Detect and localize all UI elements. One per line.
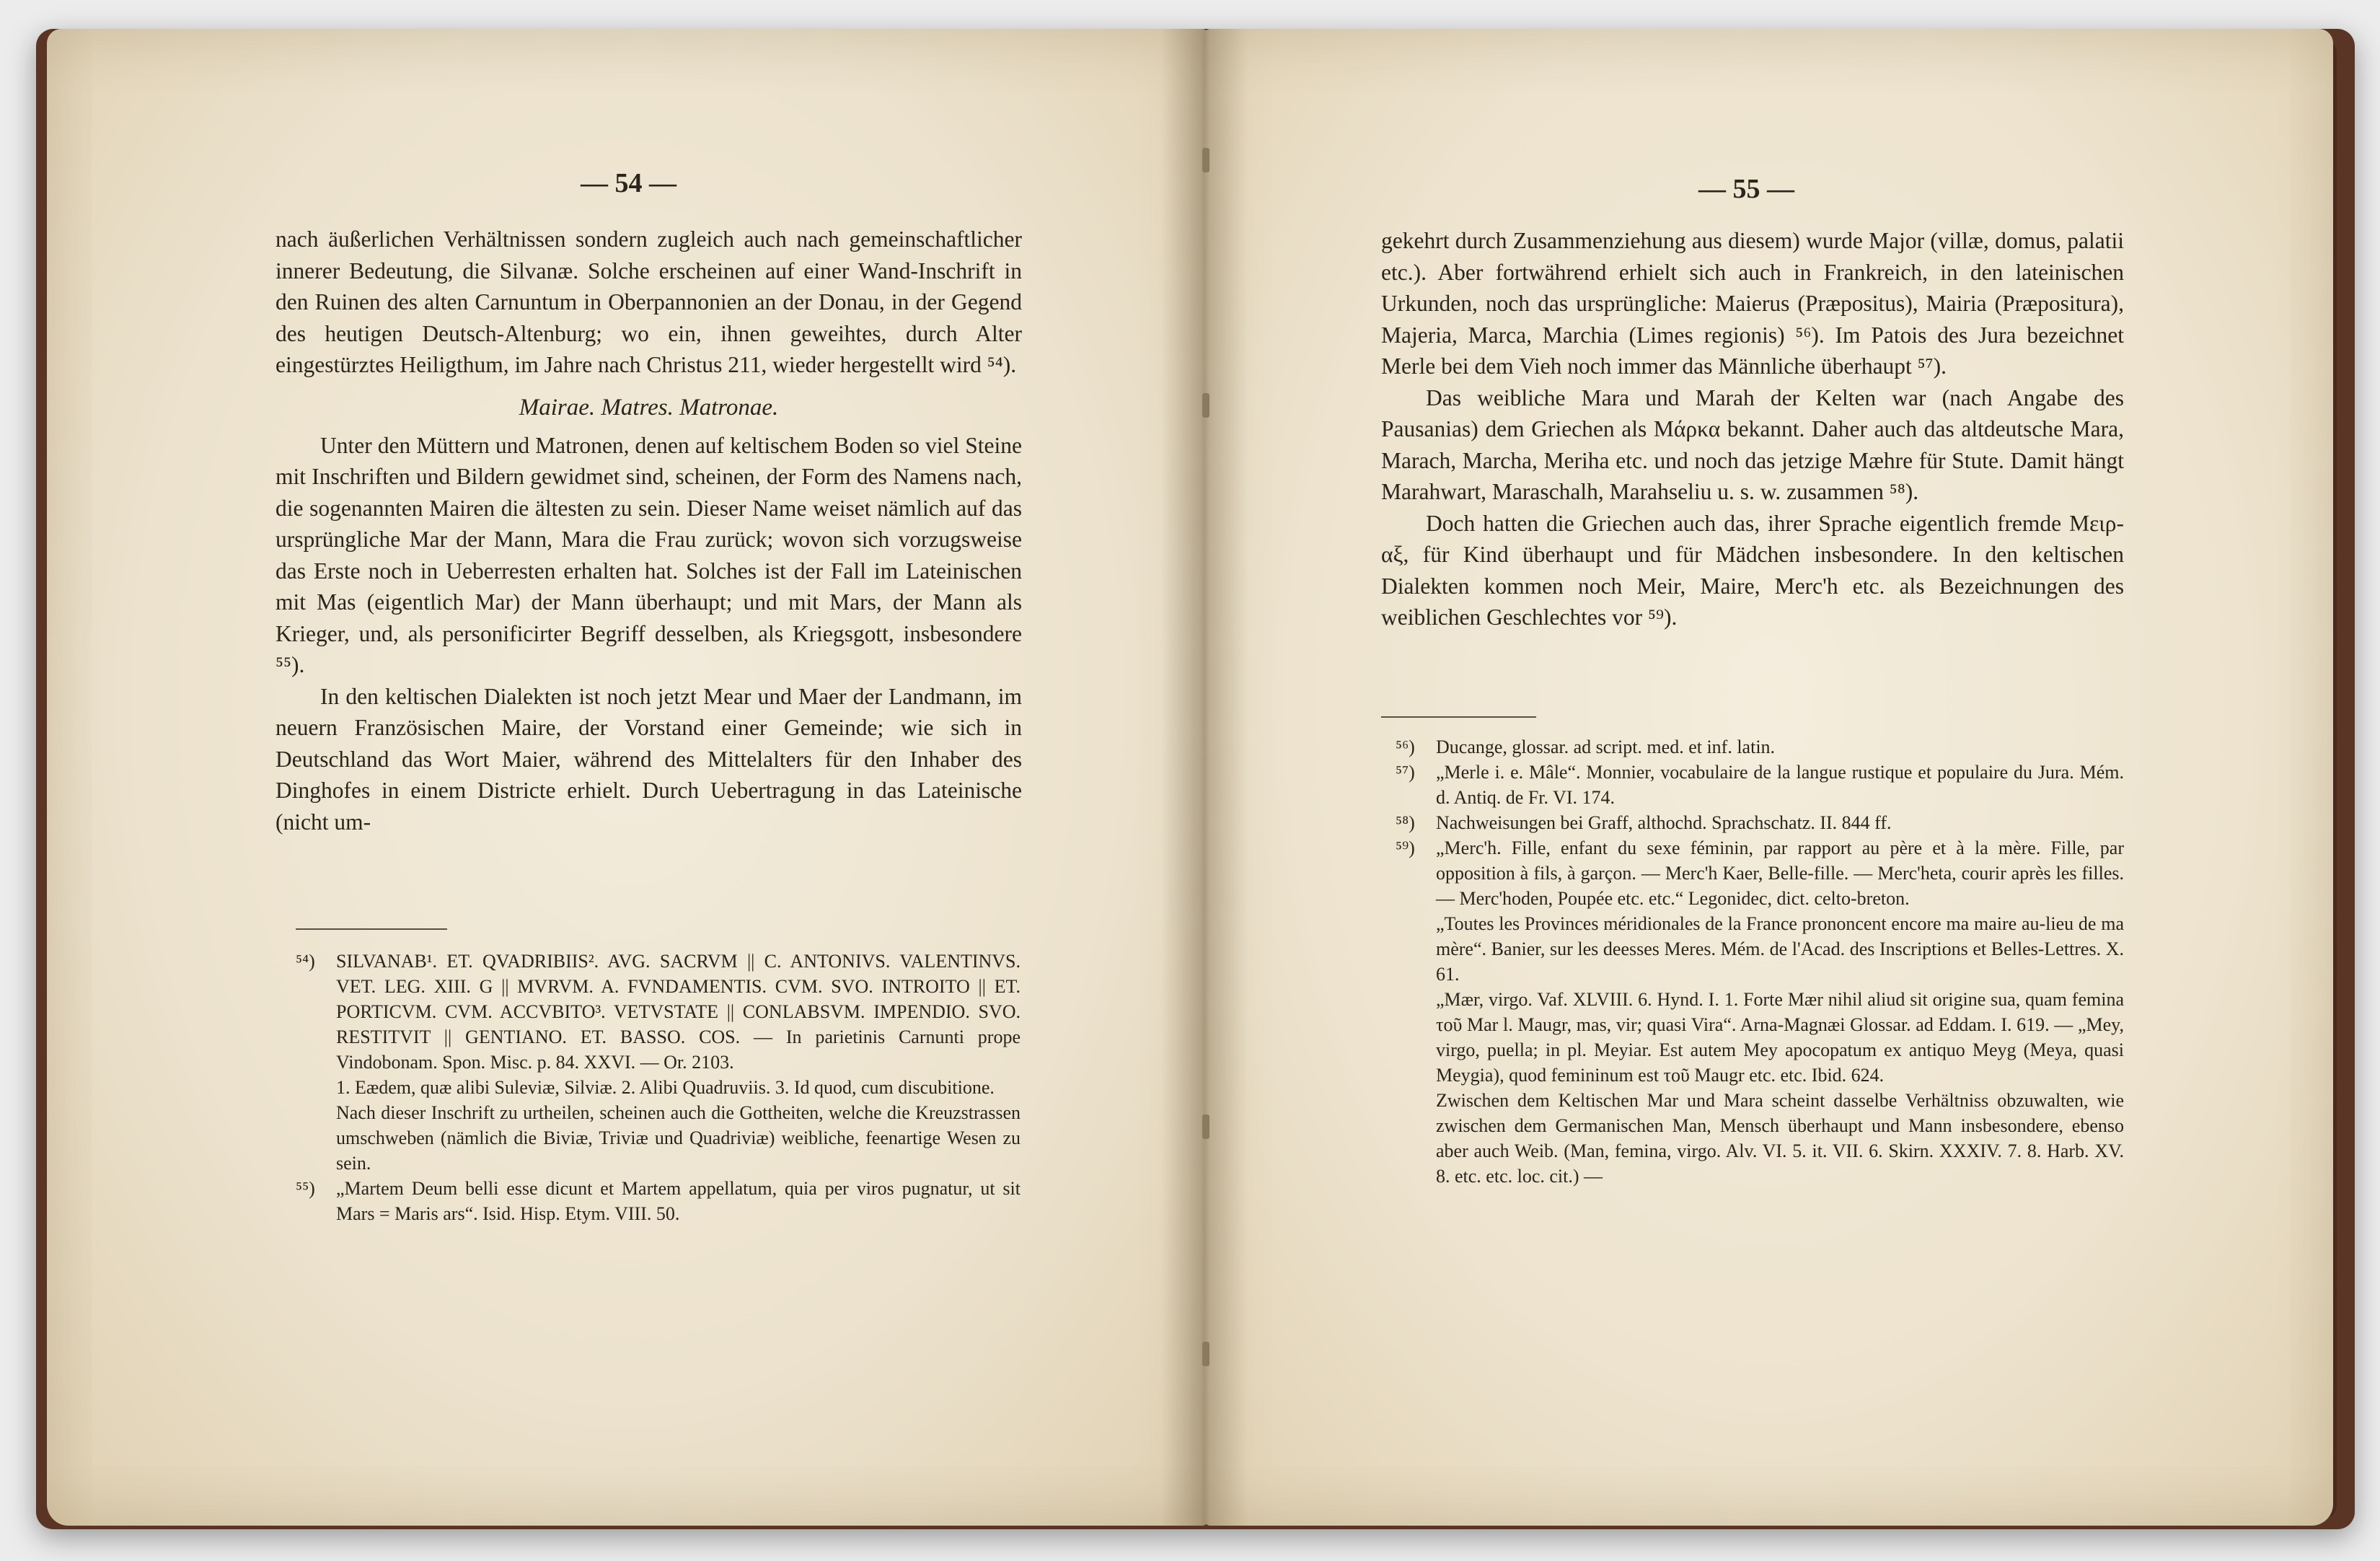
footnote-text: Nachweisungen bei Graff, althochd. Sprachschatz. II. 844 ff.	[1436, 812, 1892, 833]
footnote-number: ⁵⁶)	[1396, 736, 1415, 757]
page-number-right: — 55 —	[1698, 174, 1794, 204]
footnote-number: ⁵⁵)	[296, 1178, 315, 1199]
footnote-number: ⁵⁸)	[1396, 812, 1415, 833]
footnote	[1396, 1088, 2124, 1189]
binding-stitch	[1202, 148, 1209, 172]
footnote-rule-left	[296, 928, 447, 930]
footnote-text: „Mær, virgo. Vaf. XLVIII. 6. Hynd. I. 1. Forte Mær nihil aliud sit origine sua, quam femina τοῦ Mar l. Maugr, mas, vir; quasi Vira“. Arna-Magnæi Glossar. ad Eddam. I. 619. — „Mey, virgo, puella; in pl. Meyiar. Est autem Mey apocopatum ex antiquo Meyg (Meya, quasi Meygia), quod femininum est τοῦ Maugr etc. etc. Ibid. 624.	[1436, 989, 2124, 1086]
footnote-number: ⁵⁹)	[1396, 837, 1415, 858]
footnote	[1396, 911, 2124, 987]
footnote-text: Zwischen dem Keltischen Mar und Mara scheint dasselbe Verhältniss obzuwalten, wie zwischen dem Germanischen Man, Mensch überhaupt und Mann insbesondere, ebenso aber auch Weib. (Man, femina, virgo. Alv. VI. 5. it. VII. 6. Skirn. XXXIV. 7. 8. Harb. XV. 8. etc. etc. loc. cit.) —	[1436, 1090, 2124, 1187]
left-body	[276, 224, 1022, 837]
footnote-number	[1396, 911, 1436, 987]
footnote-text: 1. Eædem, quæ alibi Suleviæ, Silviæ. 2. Alibi Quadruviis. 3. Id quod, cum discubitione.	[336, 1077, 995, 1098]
footnote	[1396, 760, 2124, 810]
footnote-text: „Martem Deum belli esse dicunt et Martem appellatum, quia per viros pugnatur, ut sit Mars = Maris ars“. Isid. Hisp. Etym. VIII. 50.	[336, 1178, 1021, 1224]
section-heading: Mairae. Matres. Matronae.	[519, 394, 779, 421]
right-paragraph-1: gekehrt durch Zusammenziehung aus diesem) wurde Major (villæ, domus, palatii etc.). Aber fortwährend erhielt sich auch in Frankreich, in den lateinischen Urkunden, noch das ursprüngliche: Maierus (Præpositus), Mairia (Præpositura), Majeria, Marca, Marchia (Limes regionis) ⁵⁶). Im Patois des Jura bezeichnet Merle bei dem Vieh noch immer das Männliche überhaupt ⁵⁷).	[1381, 228, 2124, 379]
right-footnotes	[1396, 734, 2124, 1189]
page-number-left: — 54 —	[581, 168, 676, 198]
left-paragraph-3: In den keltischen Dialekten ist noch jetzt Mear und Maer der Landmann, im neuern Französischen Maire, der Vorstand einer Gemeinde; wie sich in Deutschland das Wort Maier, während des Mittelalters für den Inhaber des Dinghofes in einem Districte erhielt. Durch Uebertragung in das Lateinische (nicht um-	[276, 683, 1022, 835]
left-footnotes	[296, 949, 1021, 1226]
footnote-text: „Merc'h. Fille, enfant du sexe féminin, par rapport au père et à la mère. Fille, par opposition à fils, à garçon. — Merc'h Kaer, Belle-fille. — Merc'heta, courir après les filles. — Merc'hoden, Poupée etc. etc.“ Legonidec, dict. celto-breton.	[1436, 837, 2124, 909]
footnote-rule-right	[1381, 716, 1536, 718]
footnote	[1396, 734, 2124, 760]
right-paragraph-2: Das weibliche Mara und Marah der Kelten war (nach Angabe des Pausanias) dem Griechen als Μάρκα bekannt. Daher auch das altdeutsche Mara, Marach, Marcha, Meriha etc. und noch das jetzige Mæhre für Stute. Damit hängt Marahwart, Maraschalh, Marahseliu u. s. w. zusammen ⁵⁸).	[1381, 384, 2124, 504]
footnote	[296, 1100, 1021, 1176]
right-paragraph-3: Doch hatten die Griechen auch das, ihrer Sprache eigentlich fremde Μειρ-αξ, für Kind überhaupt und für Mädchen insbesondere. In den keltischen Dialekten kommen noch Meir, Maire, Merc'h etc. als Bezeichnungen des weiblichen Geschlechtes vor ⁵⁹).	[1381, 510, 2124, 630]
footnote-number	[296, 1075, 336, 1100]
footnote	[1396, 987, 2124, 1088]
footnote	[296, 1075, 1021, 1100]
footnote-text: SILVANAB¹. ET. QVADRIBIIS². AVG. SACRVM || C. ANTONIVS. VALENTINVS. VET. LEG. XIII. G || MVRVM. A. FVNDAMENTIS. CVM. SVO. INTROITO || ET. PORTICVM. CVM. ACCVBITO³. VETVSTATE || CONLABSVM. IMPENDIO. SVO. RESTITVIT || GENTIANO. ET. BASSO. COS. — In parietinis Carnunti prope Vindobonam. Spon. Misc. p. 84. XXVI. — Or. 2103.	[336, 951, 1021, 1073]
footnote-number	[296, 1100, 336, 1176]
binding-stitch	[1202, 393, 1209, 418]
left-paragraph-1: nach äußerlichen Verhältnissen sondern zugleich auch nach gemeinschaftlicher innerer Bedeutung, die Silvanæ. Solche erscheinen auf einer Wand-Inschrift in den Ruinen des alten Carnuntum in Oberpannonien an der Donau, in der Gegend des heutigen Deutsch-Altenburg; wo ein, ihnen geweihtes, durch Alter eingestürztes Heiligthum, im Jahre nach Christus 211, wieder hergestellt wird ⁵⁴).	[276, 227, 1022, 377]
footnote-text: „Merle i. e. Mâle“. Monnier, vocabulaire de la langue rustique et populaire du Jura. Mém. d. Antiq. de Fr. VI. 174.	[1436, 762, 2124, 808]
footnote	[1396, 835, 2124, 911]
footnote-number	[1396, 1088, 1436, 1189]
footnote-number: ⁵⁴)	[296, 951, 315, 972]
book-gutter	[1161, 29, 1248, 1526]
left-paragraph-2: Unter den Müttern und Matronen, denen auf keltischem Boden so viel Steine mit Inschriften und Bildern gewidmet sind, scheinen, der Form des Namens nach, die sogenannten Mairen die ältesten zu sein. Dieser Name weiset nämlich auf das ursprüngliche Mar der Mann, Mara die Frau zurück; wovon sich vorzugsweise das Erste noch in Ueberresten erhalten hat. Solches ist der Fall im Lateinischen mit Mas (eigentlich Mar) der Mann überhaupt; und mit Mars, der Mann als Krieger, und, als personificirter Begriff desselben, als Kriegsgott, insbesondere ⁵⁵).	[276, 432, 1022, 677]
footnote-number	[1396, 987, 1436, 1088]
footnote-number: ⁵⁷)	[1396, 762, 1415, 783]
footnote	[296, 949, 1021, 1075]
footnote-text: Ducange, glossar. ad script. med. et inf. latin.	[1436, 736, 1776, 757]
footnote-text: Nach dieser Inschrift zu urtheilen, scheinen auch die Gottheiten, welche die Kreuzstrassen umschweben (nämlich die Biviæ, Triviæ und Quadriviæ) weibliche, feenartige Wesen zu sein.	[336, 1102, 1021, 1174]
footnote	[1396, 810, 2124, 835]
right-body	[1381, 225, 2124, 633]
footnote	[296, 1176, 1021, 1226]
binding-stitch	[1202, 1114, 1209, 1139]
binding-stitch	[1202, 1342, 1209, 1366]
footnote-text: „Toutes les Provinces méridionales de la France prononcent encore ma maire au-lieu de ma mère“. Banier, sur les deesses Meres. Mém. de l'Acad. des Inscriptions et Belles-Lettres. X. 61.	[1436, 913, 2124, 985]
